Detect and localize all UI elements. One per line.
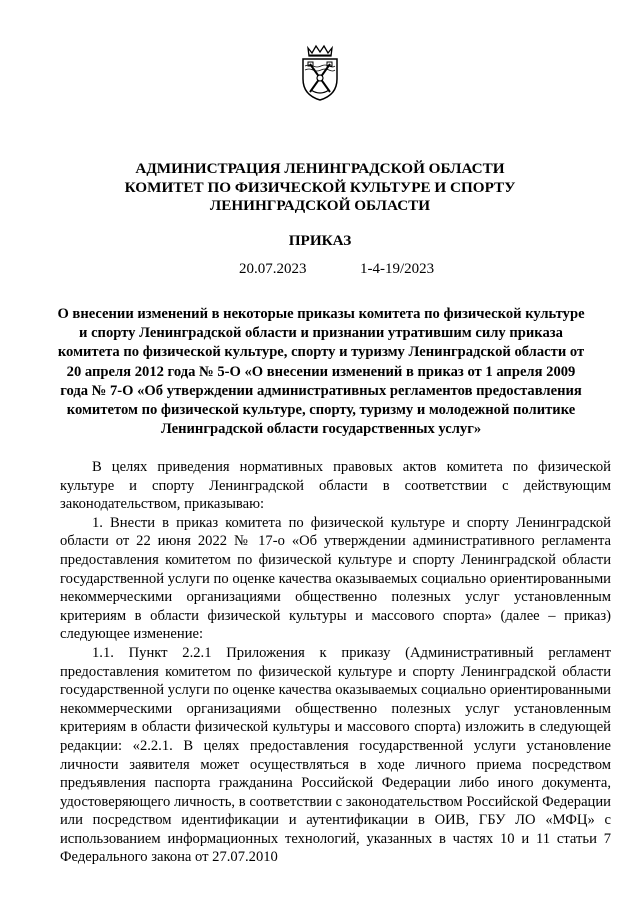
body-paragraph-2: 1. Внести в приказ комитета по физической культуре и спорту Ленинградской области от 22 июня 2022 № 17-о «Об утверждении административного регламента предоставления комитетом по физической культуре и спорту Ленинградской области государственной услуги по оценке качества оказываемых социально ориентированными некоммерческими организациями общественно полезных услуг установленным критериям в области физической культуры и массового спорта» (далее – приказ) следующее изменение: [60,514,611,643]
body-paragraph-3: 1.1. Пункт 2.2.1 Приложения к приказу (Административный регламент предоставления комитетом по физической культуре и спорту Ленинградской области государственной услуги по оценке качества оказываемых социально ориентированными некоммерческими организациями общественно полезных услуг установленным критериям в области физической культуры и массового спорта) изложить в следующей редакции: «2.2.1. В целях предоставления государственной услуги установление личности заявителя может осуществляться в ходе личного приема посредством предъявления паспорта гражданина Российской Федерации либо иного документа, удостоверяющего личность, в соответствии с законодательством Российской Федерации или посредством идентификации и аутентификации в ОИВ, ГБУ ЛО «МФЦ» с использованием информационных технологий, указанных в частях 10 и 11 статьи 7 Федерального закона от 27.07.2010 [60,644,611,866]
header-line-3: ЛЕНИНГРАДСКОЙ ОБЛАСТИ [209,197,431,214]
order-body [60,458,611,867]
order-date: 20.07.2023 [239,261,307,277]
order-subject: О внесении изменений в некоторые приказы комитета по физической культуре и спорту Ленинградской области и признании утратившим силу приказа комитета по физической культуре, спорту и туризму Ленинградской области от 20 апреля 2012 года № 5-О «О внесении изменений в приказ от 1 апреля 2009 года № 7-О «Об утверждении административных регламентов предоставления комитетом по физической культуре, спорту, туризму и молодежной политике Ленинградской области государственных услуг» [57,306,585,438]
body-paragraph-1: В целях приведения нормативных правовых актов комитета по физической культуре и спорту Ленинградской области в соответствии с действующим законодательством, приказываю: [60,459,611,513]
header-line-1: АДМИНИСТРАЦИЯ ЛЕНИНГРАДСКОЙ ОБЛАСТИ [135,160,505,177]
header-line-2: КОМИТЕТ ПО ФИЗИЧЕСКОЙ КУЛЬТУРЕ И СПОРТУ [124,178,516,196]
order-number: 1-4-19/2023 [360,261,435,277]
document-type-title: ПРИКАЗ [288,232,352,249]
coat-of-arms-emblem [296,44,344,102]
organization-header [60,160,580,216]
